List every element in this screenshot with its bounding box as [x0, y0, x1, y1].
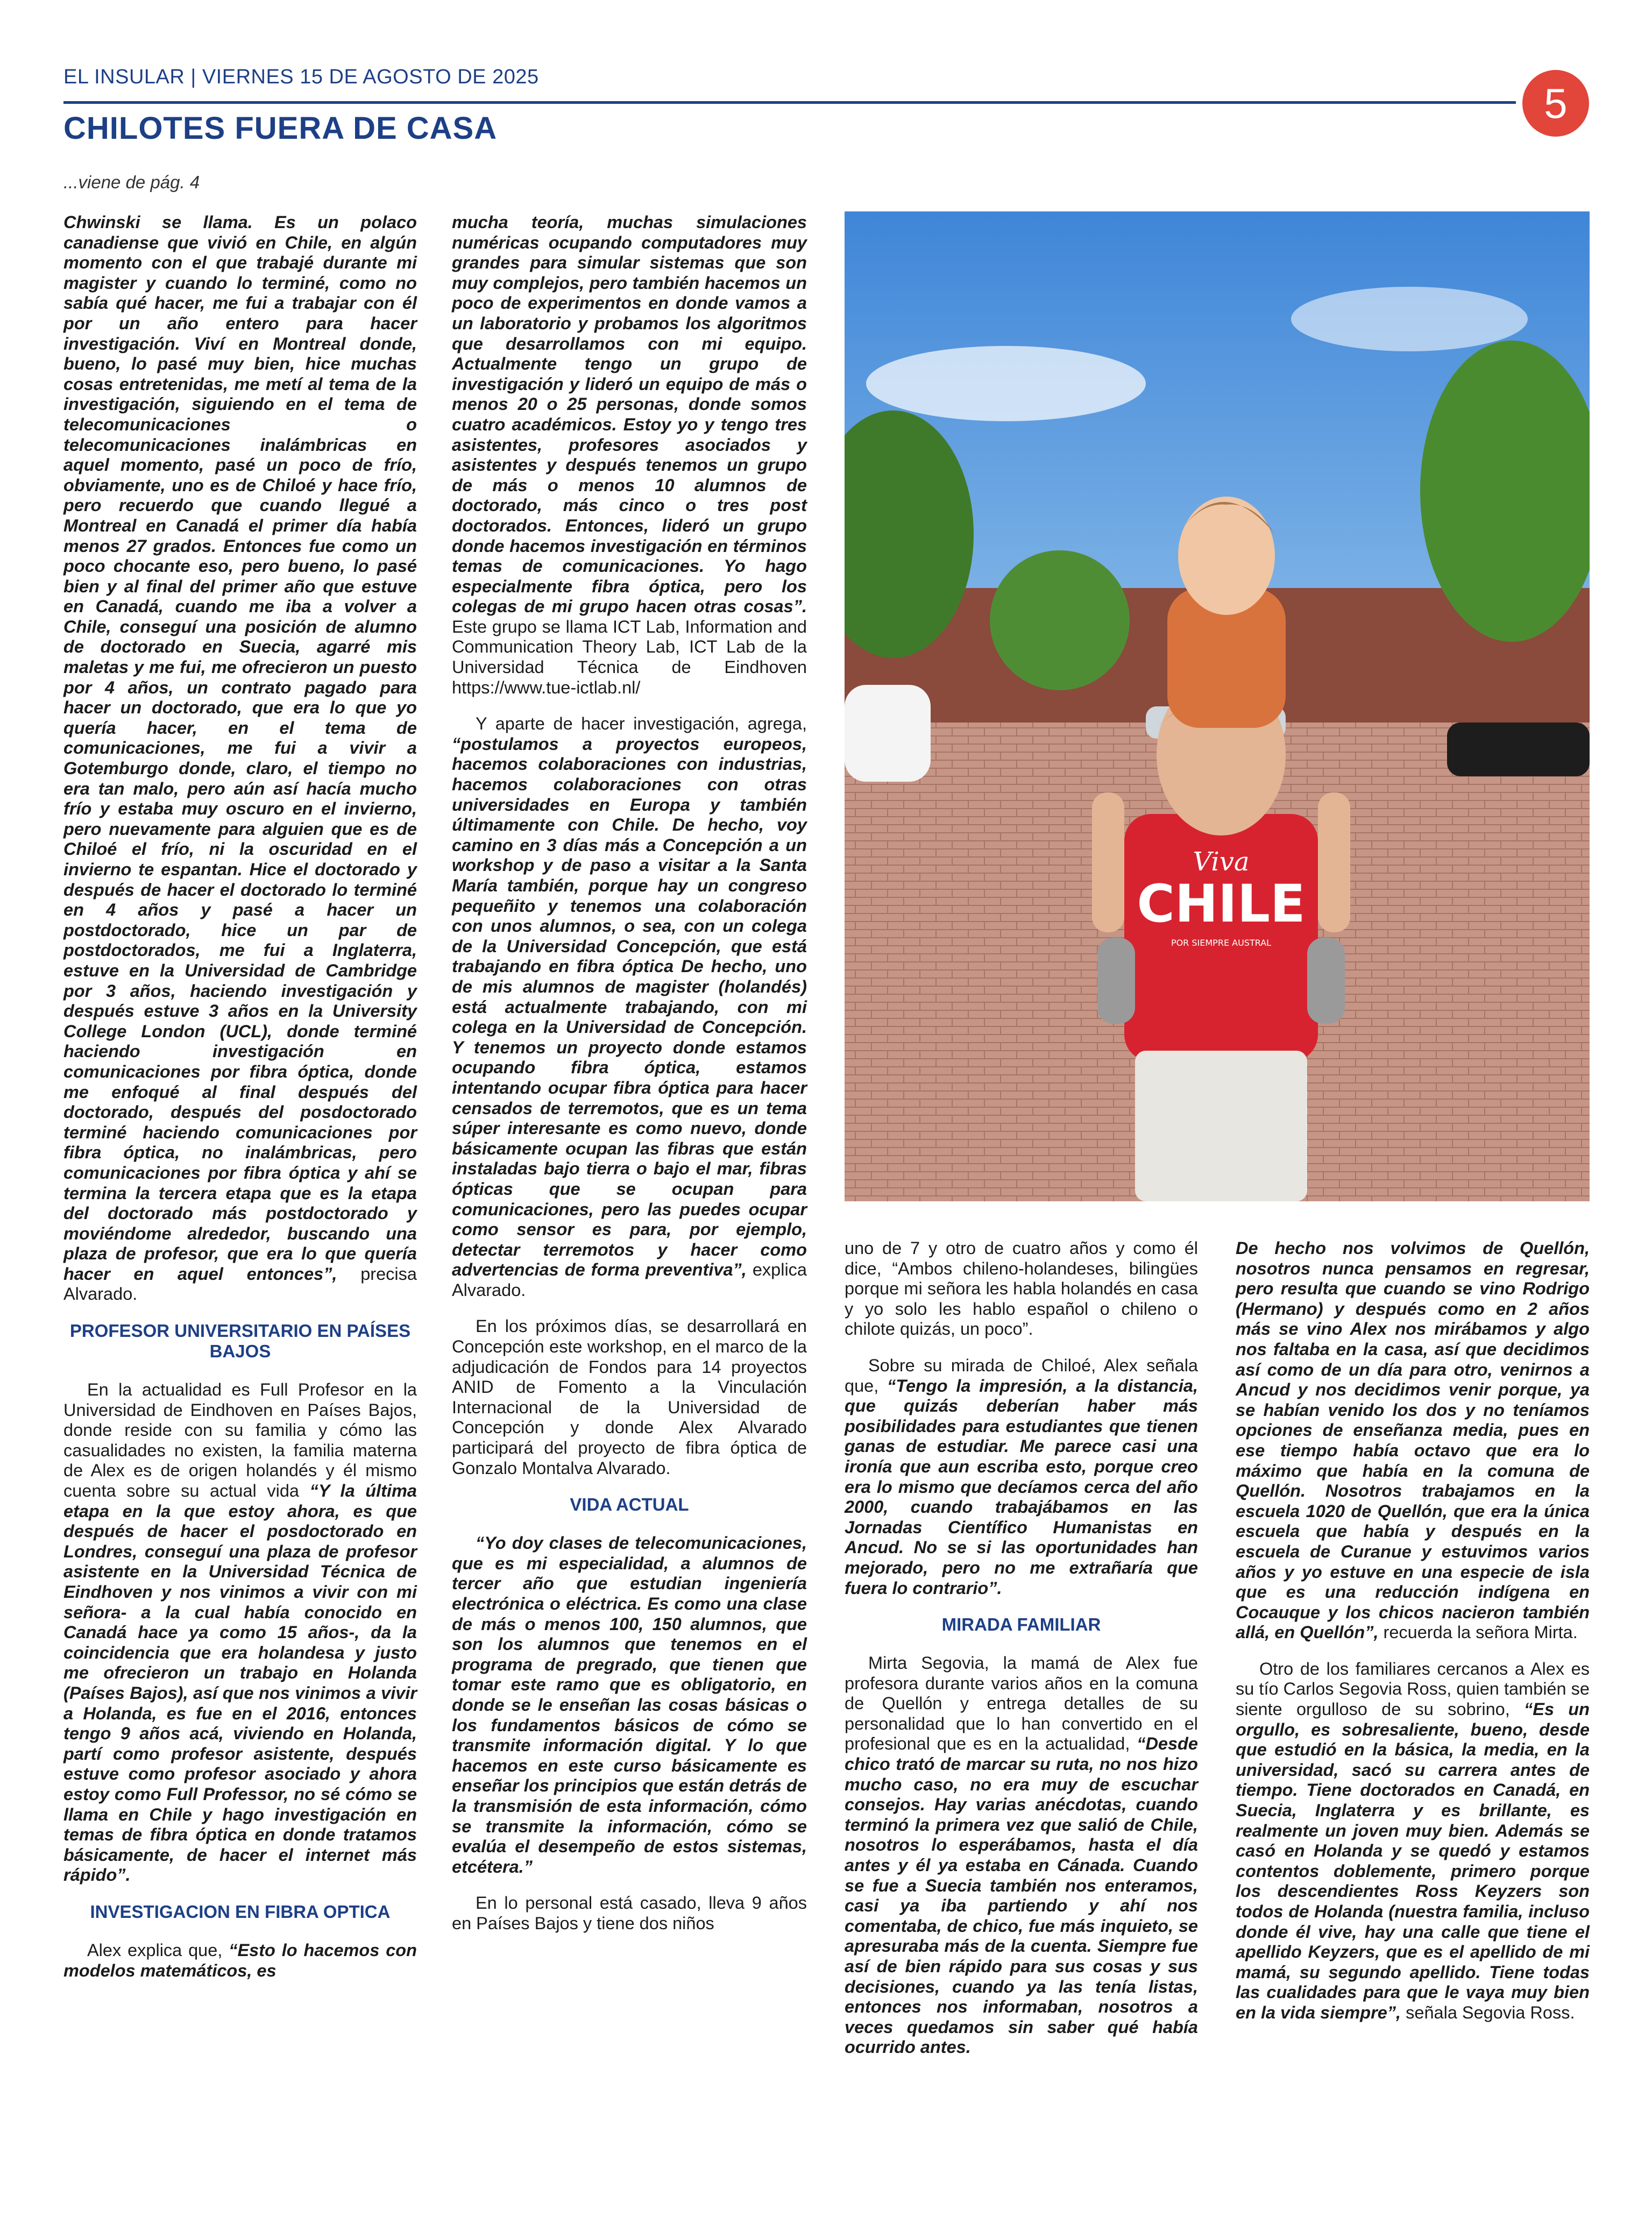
- article-column-3: [845, 1238, 1198, 2074]
- quote-text: De hecho nos volvimos de Quellón, nosotros nunca pensamos en regresar, pero resulta que cuando se vino Rodrigo (Hermano) y después como en 2 años más se vino Alex nos mirábamos y algo nos faltaba en la casa, así que decidimos así como de un día para otro, venirnos a Ancud y nos decidimos venir porque, ya se habían venido los dos y no teníamos opciones de enseñanza media, pues en ese tiempo había octavo que era lo máximo que había en la comuna de Quellón. Nosotros trabajamos en la escuela 1020 de Quellón, que era la única escuela que había y después en la escuela de Curanue y estuvimos varios años y yo estuve en una especie de isla que es una reducción indígena en Cocauque y los chicos nacieron también allá, en Quellón”,: [1236, 1238, 1590, 1642]
- paragraph: uno de 7 y otro de cuatro años y como él dice, “Ambos chileno-holandeses, bilingües porque mi señora les habla holandés en casa y yo solo les hablo español o chileno o chilote quizás, un poco”.: [845, 1238, 1198, 1339]
- body-text: Este grupo se llama ICT Lab, Information and Communication Theory Lab, ICT Lab de la Universidad Técnica de Eindhoven https://www.tue-ictlab.nl/: [452, 617, 807, 697]
- shirt-text-main: CHILE: [1137, 874, 1306, 934]
- body-text: Mirta Segovia, la mamá de Alex fue profesora durante varios años en la comuna de Quellón y entrega detalles de su personalidad que lo han convertido en el profesional que es en la actualidad,: [845, 1653, 1198, 1754]
- article-column-4: [1236, 1238, 1590, 2039]
- subheading: INVESTIGACION EN FIBRA OPTICA: [90, 1901, 391, 1922]
- paragraph: En los próximos días, se desarrollará en Concepción este workshop, en el marco de la adjudicación de Fondos para 14 proyectos ANID de Fomento a la Vinculación Internacional de la Universidad de Concepción y donde Alex Alvarado participará del proyecto de fibra óptica de Gonzalo Montalva Alvarado.: [452, 1316, 807, 1478]
- quote-text: “Es un orgullo, es sobresaliente, bueno, desde que estudió en la básica, la media, en la universidad, sacó su carrera antes de tiempo. Tiene doctorados en Canadá, en Suecia, Inglaterra y es brillante, es realmente un joven muy bien. Además se casó en Holanda y se quedó y estamos contentos doblemente, primero porque los descendientes Ross Keyzers son todos de Holanda (nuestra familia, incluso donde él vive, hay una calle que tiene el apellido Keyzers, que es el apellido de mi mamá, su segundo apellido. Tiene todas las cualidades para que le vaya muy bien en la vida siempre”,: [1236, 1699, 1590, 2022]
- header-rule: [63, 101, 1516, 104]
- body-text: precisa Alvarado.: [63, 1264, 417, 1304]
- article-column-2: [452, 213, 807, 1950]
- photo-illustration: [845, 211, 1590, 1201]
- body-text: Otro de los familiares cercanos a Alex es su tío Carlos Segovia Ross, quien también se siente orgulloso de su sobrino,: [1236, 1659, 1590, 1719]
- shirt-text-top: Viva: [1193, 847, 1250, 877]
- body-text: Y aparte de hacer investigación, agrega,: [476, 714, 807, 734]
- paragraph: [845, 1653, 1198, 2058]
- body-text: explica Alvarado.: [452, 1260, 807, 1300]
- quote-text: “Yo doy clases de telecomunicaciones, que es mi especialidad, a alumnos de tercer año que estudian ingeniería electrónica o eléctrica. Es como una clase de más o menos 100, 150 alumnos, que son los alumnos que tenemos en el programa de pregrado, que tienen que tomar este ramo que es obligatorio, en donde se le enseñan las cosas básicas o los fundamentos básicos de cómo se transmite información digital. Y lo que hacemos en este curso básicamente es enseñar los principios que están detrás de la transmisión de esta información, cómo se transmite la información, cómo se evalúa el desempeño de estos sistemas, etcétera.”: [452, 1533, 807, 1876]
- section-title: CHILOTES FUERA DE CASA: [63, 111, 498, 146]
- quote-text: “Tengo la impresión, a la distancia, que quizás deberían haber más posibilidades para estudiantes que tienen ganas de estudiar. Me parece casi una ironía que aun escriba esto, porque creo era lo mismo que decíamos cerca del año 2000, cuando trabajábamos en las Jornadas Científico Humanistas en Ancud. No se si las oportunidades han mejorado, pero no me extrañaría que fuera lo contrario”.: [845, 1376, 1199, 1598]
- subheading: PROFESOR UNIVERSITARIO EN PAÍSES BAJOS: [69, 1321, 411, 1362]
- paragraph: [1236, 1659, 1590, 2023]
- quote-text: “Esto lo hacemos con modelos matemáticos, es: [63, 1940, 417, 1980]
- body-text: señala Segovia Ross.: [1401, 2002, 1575, 2022]
- shirt-text-sub: POR SIEMPRE AUSTRAL: [1171, 938, 1272, 948]
- masthead: EL INSULAR | VIERNES 15 DE AGOSTO DE 2025: [63, 66, 539, 88]
- quote-text: Chwinski se llama. Es un polaco canadiense que vivió en Chile, en algún momento con el que trabajé durante mi magister y cuando lo terminé, como no sabía qué hacer, me fui a trabajar con él por un año entero para hacer investigación. Viví en Montreal donde, bueno, lo pasé muy bien, hice muchas cosas entretenidas, me metí al tema de la investigación, siguiendo en el tema de telecomunicaciones o telecomunicaciones inalámbricas en aquel momento, pasé un poco de frío, obviamente, uno es de Chiloé y hace frío, pero recuerdo que cuando llegué a Montreal en Canadá el primer día había menos 27 grados. Entonces fue como un poco chocante eso, pero bueno, lo pasé bien y al final del primer año que estuve en Canadá, cuando me iba a volver a Chile, conseguí una posición de alumno de doctorado en Suecia, agarré mis maletas y me fui, me ofrecieron un puesto por 4 años, un contrato pagado para hacer un doctorado, que era lo que yo quería hacer, en el tema de comunicaciones, me fui a vivir a Gotemburgo donde, claro, el tiempo no era tan malo, pero aún así hacía mucho frío y estaba muy oscuro en el invierno, pero nuevamente para alguien que es de Chiloé el frío, ni la oscuridad en el invierno te espantan. Hice el doctorado y después de hacer el doctorado lo terminé en 4 años y pasé a hacer un postdoctorado, hice un par de postdoctorados, me fui a Inglaterra, estuve en la Universidad de Cambridge por 3 años, haciendo investigación y después estuve 3 años en la University College London (UCL), donde terminé haciendo investigación en comunicaciones por fibra óptica, donde me enfoqué al final después del doctorado, después del posdoctorado terminé haciendo comunicaciones por fibra óptica, no inalámbricas, pero comunicaciones por fibra óptica y ahí se termina la tercera etapa que es la etapa del doctorado más postdoctorado y moviéndome alrededor, buscando una plaza de profesor, que era lo que quería hacer en aquel entonces”,: [63, 213, 417, 1284]
- article-photo: [845, 211, 1590, 1201]
- body-text: Sobre su mirada de Chiloé, Alex señala que,: [845, 1355, 1198, 1396]
- quote-text: “Y la última etapa en la que estoy ahora, es que después de hacer el posdoctorado en Londres, conseguí una plaza de profesor asistente en la Universidad Técnica de Eindhoven y nos vinimos a vivir con mi señora- a la cual había conocido en Canadá hace ya como 15 años-, da la coincidencia que era holandesa y justo me ofrecieron un trabajo en Holanda (Países Bajos), así que nos vinimos a vivir a Holanda, es fue en el 2016, entonces tengo 9 años acá, viviendo en Holanda, partí como profesor asistente, después estuve como profesor asociado y ahora estoy como Full Professor, no sé cómo se llama en Chile y hago investigación en temas de fibra óptica en donde tratamos básicamente, de hacer el internet más rápido”.: [63, 1481, 417, 1885]
- paragraph: [63, 213, 417, 1305]
- paragraph: [452, 1533, 807, 1877]
- subheading: VIDA ACTUAL: [570, 1495, 689, 1515]
- quote-text: “postulamos a proyectos europeos, hacemos colaboraciones con industrias, hacemos colaboraciones con otras universidades en Europa y también últimamente con Chile. De hecho, voy camino en 3 días más a Concepción a un workshop y de paso a visitar a la Santa María también, porque hay un congreso pequeñito y tenemos una colaboración con unos alumnos, o sea, con un colega de la Universidad Concepción, que está trabajando en fibra óptica De hecho, uno de mis alumnos de magister (holandés) está actualmente trabajando, con mi colega en la Universidad de Concepción. Y tenemos un proyecto donde estamos ocupando fibra óptica, estamos intentando ocupar fibra óptica para hacer censados de terremotos, que es un tema súper interesante es como nuevo, donde básicamente ocupan las fibras que están instaladas bajo tierra o bajo el mar, fibras ópticas que se ocupan para comunicaciones, pero las puedes ocupar como sensor es para, por ejemplo, detectar terremotos y hacer como advertencias de forma preventiva”,: [452, 734, 807, 1280]
- body-text: recuerda la señora Mirta.: [1378, 1623, 1578, 1642]
- paragraph: [63, 1380, 417, 1886]
- paragraph: [1236, 1238, 1590, 1643]
- page-number-badge: 5: [1522, 70, 1589, 137]
- paragraph: [452, 213, 807, 698]
- continued-note: ...viene de pág. 4: [63, 172, 200, 192]
- article-column-1: [63, 213, 417, 1997]
- paragraph: En lo personal está casado, lleva 9 años en Países Bajos y tiene dos niños: [452, 1893, 807, 1933]
- body-text: En la actualidad es Full Profesor en la Universidad de Eindhoven en Países Bajos, donde reside con su familia y cómo las casualidades no existen, la familia materna de Alex es de origen holandés y él mismo cuenta sobre su actual vida: [63, 1380, 417, 1501]
- paragraph: [452, 714, 807, 1300]
- body-text: Alex explica que,: [87, 1940, 229, 1960]
- quote-text: “Desde chico trató de marcar su ruta, no nos hizo mucho caso, no era muy de escuchar consejos. Hay varias anécdotas, cuando terminó la primera vez que salió de Chile, nosotros lo esperábamos, hasta el día antes y él ya estaba en Cánada. Cuando se fue a Suecia también nos enteramos, casi ya iba partiendo y ahí nos comentaba, de chico, fue más inquieto, se apresuraba más de la cuenta. Siempre fue así de bien rápido para sus cosas y sus decisiones, cuando ya las tenía listas, entonces nos informaban, nosotros a veces quedamos sin saber qué había ocurrido antes.: [845, 1734, 1198, 2057]
- subheading: MIRADA FAMILIAR: [941, 1614, 1101, 1635]
- quote-text: mucha teoría, muchas simulaciones numéricas ocupando computadores muy grandes para simular sistemas que son muy complejos, pero también hacemos un poco de experimentos en donde vamos a un laboratorio y probamos los algoritmos que desarrollamos con mi equipo. Actualmente tengo un grupo de investigación y lideró un equipo de más o menos 20 o 25 personas, donde somos cuatro académicos. Estoy yo y tengo tres asistentes, profesores asociados y asistentes y después tenemos un grupo de más o menos 10 alumnos de doctorado, más cinco o tres post doctorados. Entonces, lideró un grupo donde hacemos investigación en términos temas de comunicaciones. Yo hago especialmente fibra óptica, pero los colegas de mi grupo hacen otras cosas”.: [452, 213, 807, 617]
- paragraph: [845, 1356, 1198, 1598]
- paragraph: [63, 1940, 417, 1981]
